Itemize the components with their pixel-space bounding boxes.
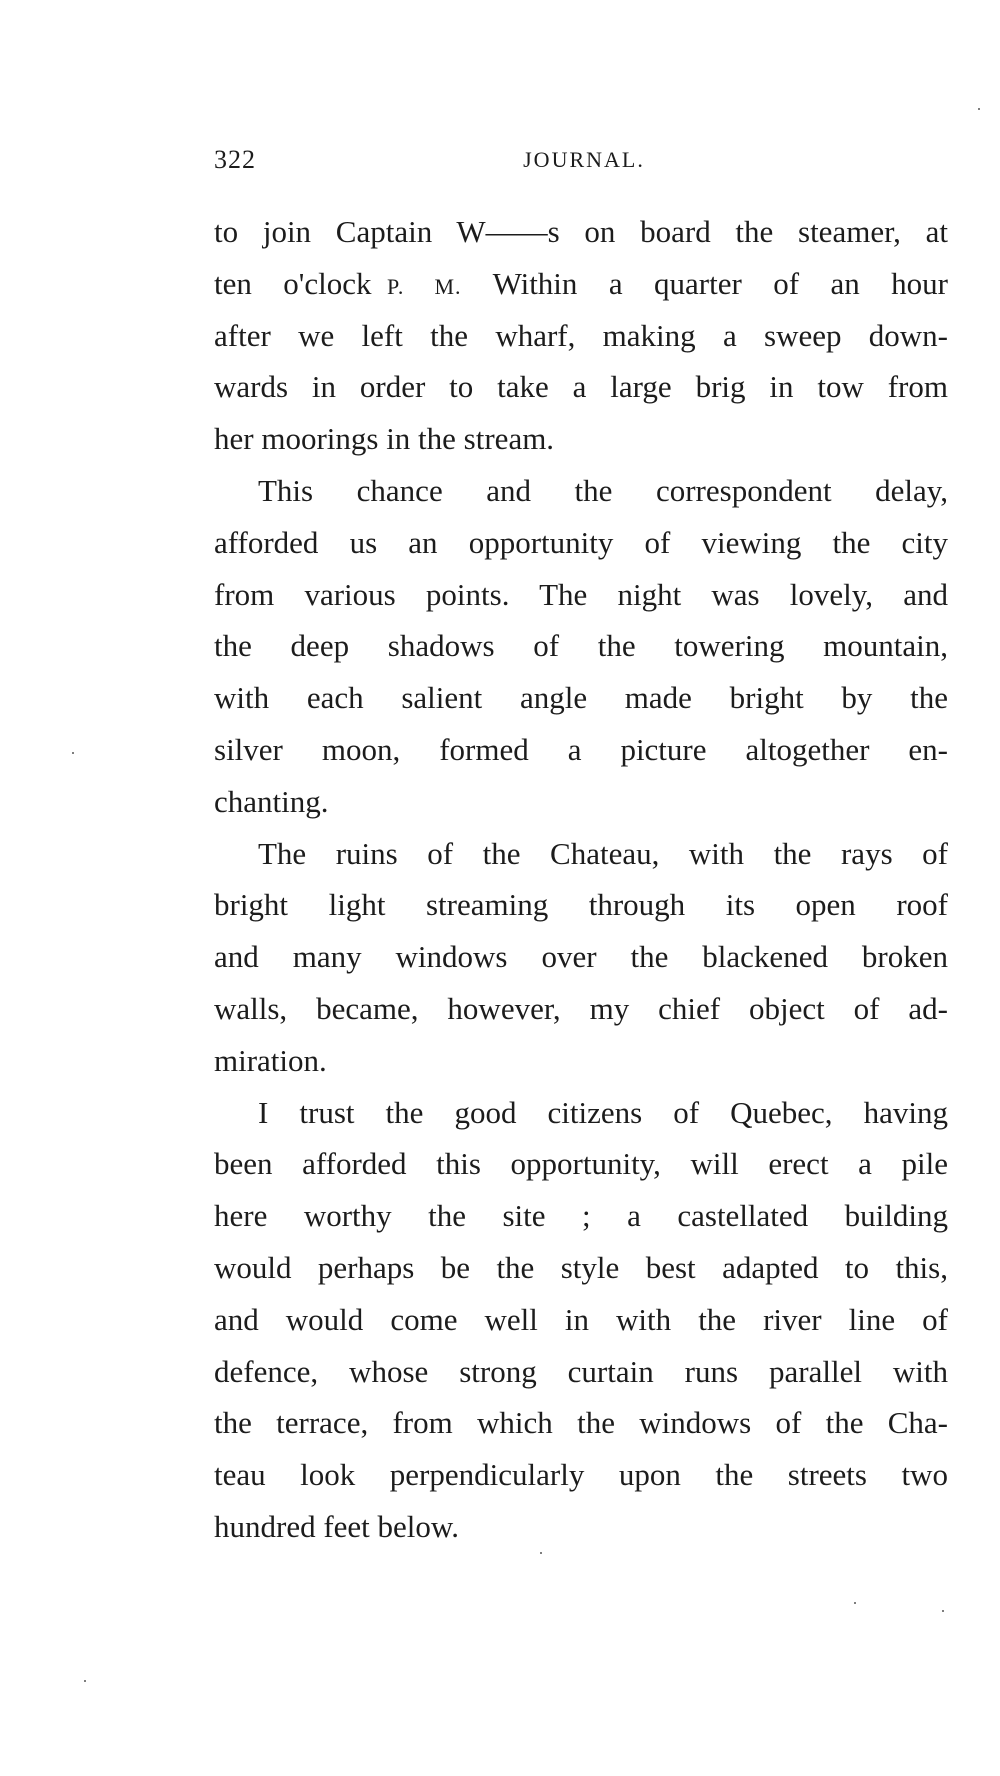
text-line: and many windows over the blackened broken — [214, 939, 948, 975]
running-head: JOURNAL. — [523, 147, 645, 172]
scan-speck — [540, 1552, 542, 1554]
text-line: would perhaps be the style best adapted to this, — [214, 1249, 948, 1285]
scan-speck — [72, 752, 74, 754]
text-line: chanting. — [214, 783, 329, 819]
text-line: with each salient angle made bright by the — [214, 680, 948, 716]
text-line: here worthy the site ; a castellated building — [214, 1198, 948, 1234]
text-line: The ruins of the Chateau, with the rays of — [258, 835, 948, 871]
text-line: her moorings in the stream. — [214, 421, 555, 457]
text-line: been afforded this opportunity, will erect a pile — [214, 1146, 948, 1182]
text-line: bright light streaming through its open roof — [214, 887, 948, 923]
page-number: 322 — [214, 145, 256, 174]
scan-speck — [978, 108, 980, 110]
text-line: silver moon, formed a picture altogether en- — [214, 731, 948, 767]
scan-speck — [854, 1602, 856, 1604]
page-header — [214, 145, 954, 185]
text-line: hundred feet below. — [214, 1508, 460, 1544]
text-line: This chance and the correspondent delay, — [258, 472, 948, 508]
text-line: afforded us an opportunity of viewing the city — [214, 524, 948, 560]
scan-speck — [84, 1680, 86, 1682]
scan-speck — [942, 1610, 944, 1612]
text-line: from various points. The night was lovely, and — [214, 576, 948, 612]
text-line: wards in order to take a large brig in tow from — [214, 369, 948, 405]
text-line: to join Captain W——s on board the steamer, at — [214, 214, 948, 249]
text-line: teau look perpendicularly upon the streets two — [214, 1457, 948, 1493]
time-abbreviation: P. M. — [387, 273, 462, 299]
text-line: the deep shadows of the towering mountain, — [214, 628, 948, 664]
text-segment: ten o'clock — [214, 265, 372, 301]
text-line: after we left the wharf, making a sweep down- — [214, 317, 948, 353]
text-line: miration. — [214, 1042, 327, 1078]
text-line: the terrace, from which the windows of the Cha- — [214, 1405, 948, 1441]
text-line: defence, whose strong curtain runs parallel with — [214, 1353, 948, 1389]
text-line: and would come well in with the river line of — [214, 1301, 948, 1337]
text-line: walls, became, however, my chief object of ad- — [214, 990, 948, 1026]
text-segment: Within a quarter of an hour — [492, 265, 948, 301]
text-line: I trust the good citizens of Quebec, having — [258, 1094, 948, 1130]
text-line — [214, 258, 948, 310]
body-text — [214, 206, 948, 1553]
